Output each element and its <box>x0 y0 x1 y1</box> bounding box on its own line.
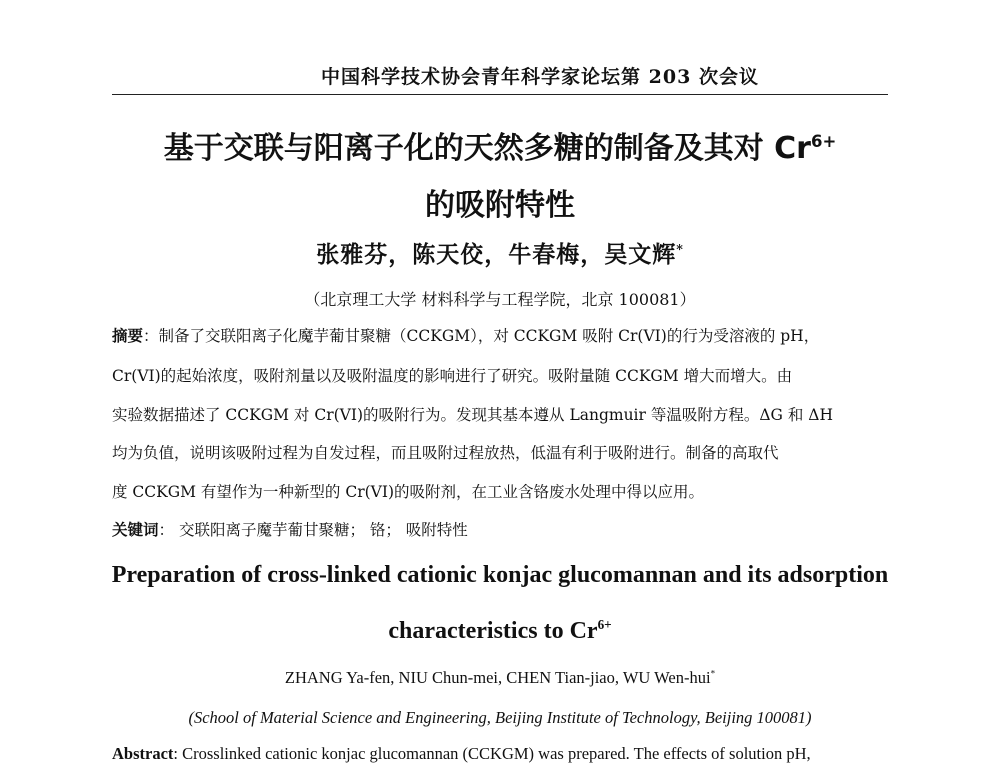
abstract-cn-line2: Cr(VI)的起始浓度，吸附剂量以及吸附温度的影响进行了研究。吸附量随 CCKGM 增大而增大。由 <box>112 367 793 385</box>
keywords-cn <box>112 520 892 540</box>
abstract-cn-line1 <box>112 326 892 346</box>
abstract-en-text: : Crosslinked cationic konjac glucomannan (CCKGM) was prepared. The effects of solution pH, <box>173 744 811 763</box>
authors-en <box>0 668 1000 688</box>
title-en-line2-text: characteristics to Cr <box>388 618 598 644</box>
authors-cn-names: 张雅芬，陈天佼，牛春梅，吴文辉 <box>316 241 677 268</box>
abstract-cn-line4: 均为负值，说明该吸附过程为自发过程，而且吸附过程放热，低温有利于吸附进行。制备的高取代 <box>112 444 779 462</box>
title-cn-line1 <box>0 123 1000 167</box>
corresponding-author-mark-en: * <box>710 668 716 679</box>
title-cn-superscript: 6+ <box>810 132 837 151</box>
abstract-en <box>112 744 892 764</box>
title-en-superscript: 6+ <box>597 617 612 632</box>
abstract-cn-text-1: ：制备了交联阳离子化魔芋葡甘聚糖（CCKGM），对 CCKGM 吸附 Cr(VI)的行为受溶液的 pH， <box>143 327 820 345</box>
corresponding-author-mark-cn: * <box>676 241 684 257</box>
authors-cn <box>0 236 1000 269</box>
abstract-en-label: Abstract <box>112 744 174 763</box>
affiliation-cn: （北京理工大学 材料科学与工程学院，北京 100081） <box>304 290 696 309</box>
affiliation-en: (School of Material Science and Engineering, Beijing Institute of Technology, Beijing 100081) <box>188 708 812 727</box>
authors-en-names: ZHANG Ya-fen, NIU Chun-mei, CHEN Tian-jiao, WU Wen-hui <box>284 668 711 687</box>
abstract-cn-label: 摘要 <box>112 326 144 345</box>
keywords-cn-label: 关键词 <box>112 520 159 539</box>
title-en-line2 <box>0 618 1000 645</box>
header-rule <box>112 94 888 95</box>
title-cn-line1-text: 基于交联与阳离子化的天然多糖的制备及其对 Cr <box>163 131 811 166</box>
running-header: 中国科学技术协会青年科学家论坛第 203 次会议 <box>321 66 759 88</box>
title-en-line1: Preparation of cross-linked cationic konjac glucomannan and its adsorption <box>111 562 889 588</box>
title-cn-line2: 的吸附特性 <box>425 188 575 223</box>
abstract-cn-line3: 实验数据描述了 CCKGM 对 Cr(VI)的吸附行为。发现其基本遵从 Langmuir 等温吸附方程。ΔG 和 ΔH <box>112 406 833 424</box>
keywords-cn-text: ： 交联阳离子魔芋葡甘聚糖； 铬； 吸附特性 <box>158 521 468 539</box>
abstract-cn-line5: 度 CCKGM 有望作为一种新型的 Cr(VI)的吸附剂，在工业含铬废水处理中得以应用。 <box>112 483 705 501</box>
